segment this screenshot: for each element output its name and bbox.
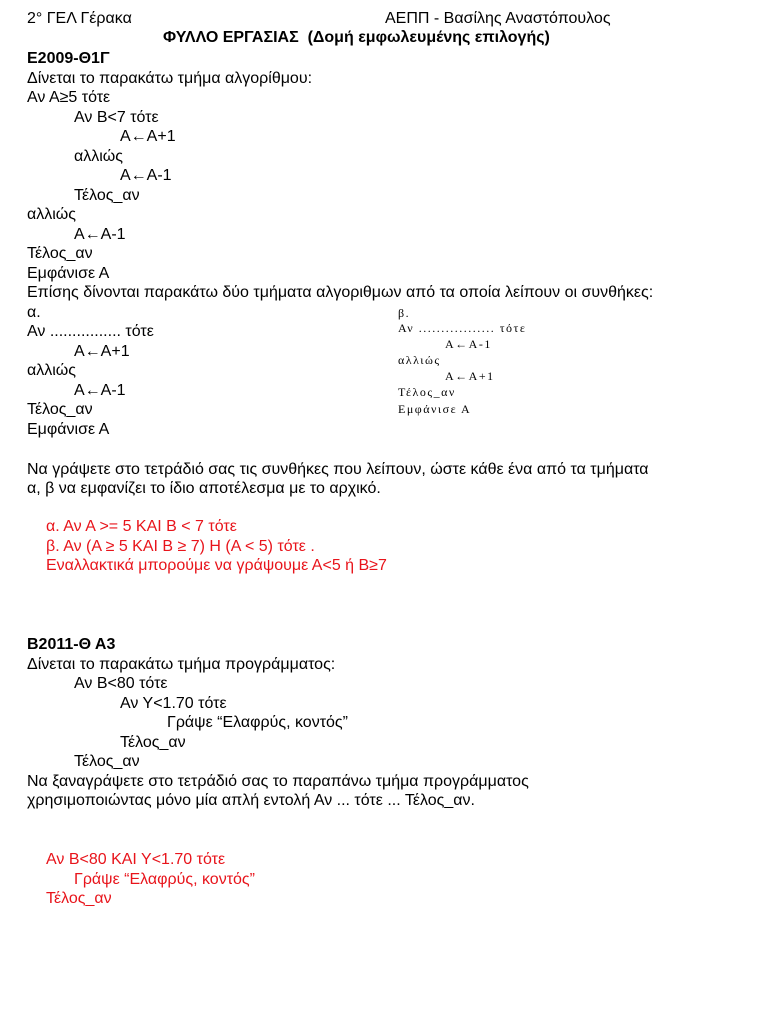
part-a-line: Α←Α-1 [74, 382, 126, 399]
algo-line: Αν Β<7 τότε [74, 109, 159, 126]
exercise-2-task: χρησιμοποιώντας μόνο μία απλή εντολή Αν ... τότε ... Τέλος_αν. [27, 792, 475, 809]
algo-line: Α←Α+1 [120, 128, 176, 145]
exercise-1-task: α, β να εμφανίζει το ίδιο αποτέλεσμα με το αρχικό. [27, 480, 381, 497]
prog-line: Αν Β<80 τότε [74, 675, 168, 692]
prog-line: Τέλος_αν [74, 753, 140, 770]
part-b-line: Τέλος_αν [398, 385, 456, 399]
worksheet-title: ΦΥΛΛΟ ΕΡΓΑΣΙΑΣ (Δομή εμφωλευμένης επιλογής) [163, 29, 550, 46]
exercise-1-intro: Δίνεται το παρακάτω τμήμα αλγορίθμου: [27, 70, 313, 87]
answer-line: β. Αν (Α ≥ 5 ΚΑΙ Β ≥ 7) Η (Α < 5) τότε . [46, 538, 315, 555]
part-b-line: Εμφάνισε Α [398, 402, 472, 416]
algo-line: αλλιώς [27, 206, 77, 223]
exercise-1-code: Ε2009-Θ1Γ [27, 50, 110, 67]
algo-line: Εμφάνισε Α [27, 265, 110, 282]
prog-line: Γράψε “Ελαφρύς, κοντός” [167, 714, 348, 731]
part-b-line: Α←Α+1 [445, 369, 495, 383]
algo-line: Α←Α-1 [74, 226, 126, 243]
exercise-1-also: Επίσης δίνονται παρακάτω δύο τμήματα αλγοριθμων από τα οποία λείπουν οι συνθήκες: [27, 284, 654, 301]
part-b-line: Αν ................. τότε [398, 321, 527, 335]
part-b-line: Α←Α-1 [445, 337, 492, 351]
prog-line: Τέλος_αν [120, 734, 186, 751]
school-name: 2° ΓΕΛ Γέρακα [27, 10, 132, 27]
part-b-line: β. [398, 306, 411, 320]
part-a-line: αλλιώς [27, 362, 77, 379]
part-a-line: Α←Α+1 [74, 343, 130, 360]
algo-line: αλλιώς [74, 148, 124, 165]
part-b-line: αλλιώς [398, 353, 441, 367]
answer-line: Τέλος_αν [46, 890, 112, 907]
algo-line: Τέλος_αν [74, 187, 140, 204]
answer-line: Εναλλακτικά μπορούμε να γράψουμε Α<5 ή Β≥7 [46, 557, 387, 574]
answer-line: Αν Β<80 ΚΑΙ Υ<1.70 τότε [46, 851, 226, 868]
part-a-line: Εμφάνισε Α [27, 421, 110, 438]
answer-line: α. Αν Α >= 5 ΚΑΙ Β < 7 τότε [46, 518, 237, 535]
algo-line: Αν Α≥5 τότε [27, 89, 111, 106]
prog-line: Αν Υ<1.70 τότε [120, 695, 227, 712]
course-author: ΑΕΠΠ - Βασίλης Αναστόπουλος [385, 10, 611, 27]
part-a-line: Αν ................ τότε [27, 323, 154, 340]
answer-line: Γράψε “Ελαφρύς, κοντός” [74, 871, 255, 888]
exercise-2-code: Β2011-Θ Α3 [27, 636, 116, 653]
exercise-1-task: Να γράψετε στο τετράδιό σας τις συνθήκες που λείπουν, ώστε κάθε ένα από τα τμήματα [27, 461, 649, 478]
exercise-2-intro: Δίνεται το παρακάτω τμήμα προγράμματος: [27, 656, 336, 673]
part-a-line: α. [27, 304, 41, 321]
exercise-2-task: Να ξαναγράψετε στο τετράδιό σας το παραπάνω τμήμα προγράμματος [27, 773, 529, 790]
algo-line: Α←Α-1 [120, 167, 172, 184]
algo-line: Τέλος_αν [27, 245, 93, 262]
part-a-line: Τέλος_αν [27, 401, 93, 418]
